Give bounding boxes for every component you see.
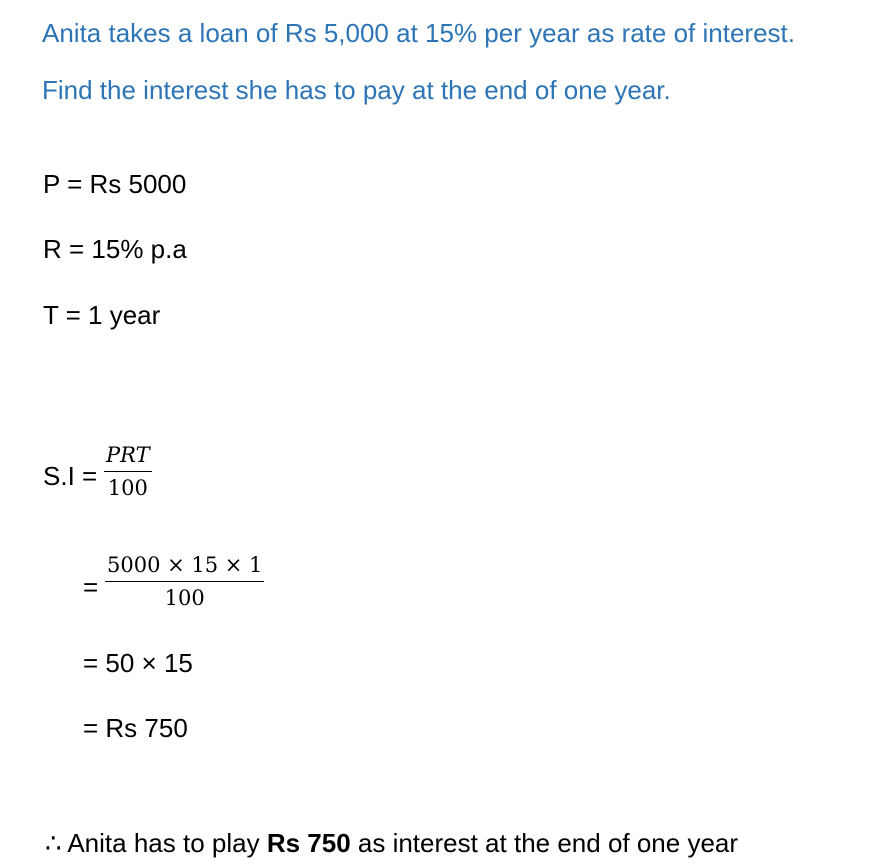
step-multiply: = 50 × 15	[83, 648, 193, 678]
si-label: S.I =	[43, 461, 98, 491]
therefore-symbol: ∴	[45, 828, 62, 858]
substitution-denominator: 100	[164, 586, 205, 610]
formula-numerator: PRT	[104, 443, 152, 472]
given-rate: R = 15% p.a	[43, 234, 187, 264]
substitution-numerator: 5000 × 15 × 1	[105, 553, 264, 582]
formula-fraction	[104, 443, 152, 500]
given-time: T = 1 year	[43, 300, 161, 330]
given-principal: P = Rs 5000	[43, 169, 187, 199]
substitution-equals: =	[83, 572, 99, 602]
formula-denominator: 100	[107, 476, 148, 500]
question-line-2: Find the interest she has to pay at the end of one year.	[42, 75, 671, 105]
conclusion-amount: Rs 750	[266, 828, 351, 858]
conclusion-text-after: as interest at the end of one year	[357, 828, 739, 858]
substitution-fraction	[105, 553, 264, 610]
question-line-1: Anita takes a loan of Rs 5,000 at 15% per year as rate of interest.	[42, 18, 795, 48]
conclusion-text-before: Anita has to play	[67, 828, 260, 858]
conclusion-line	[45, 828, 738, 859]
step-result: = Rs 750	[83, 713, 188, 743]
